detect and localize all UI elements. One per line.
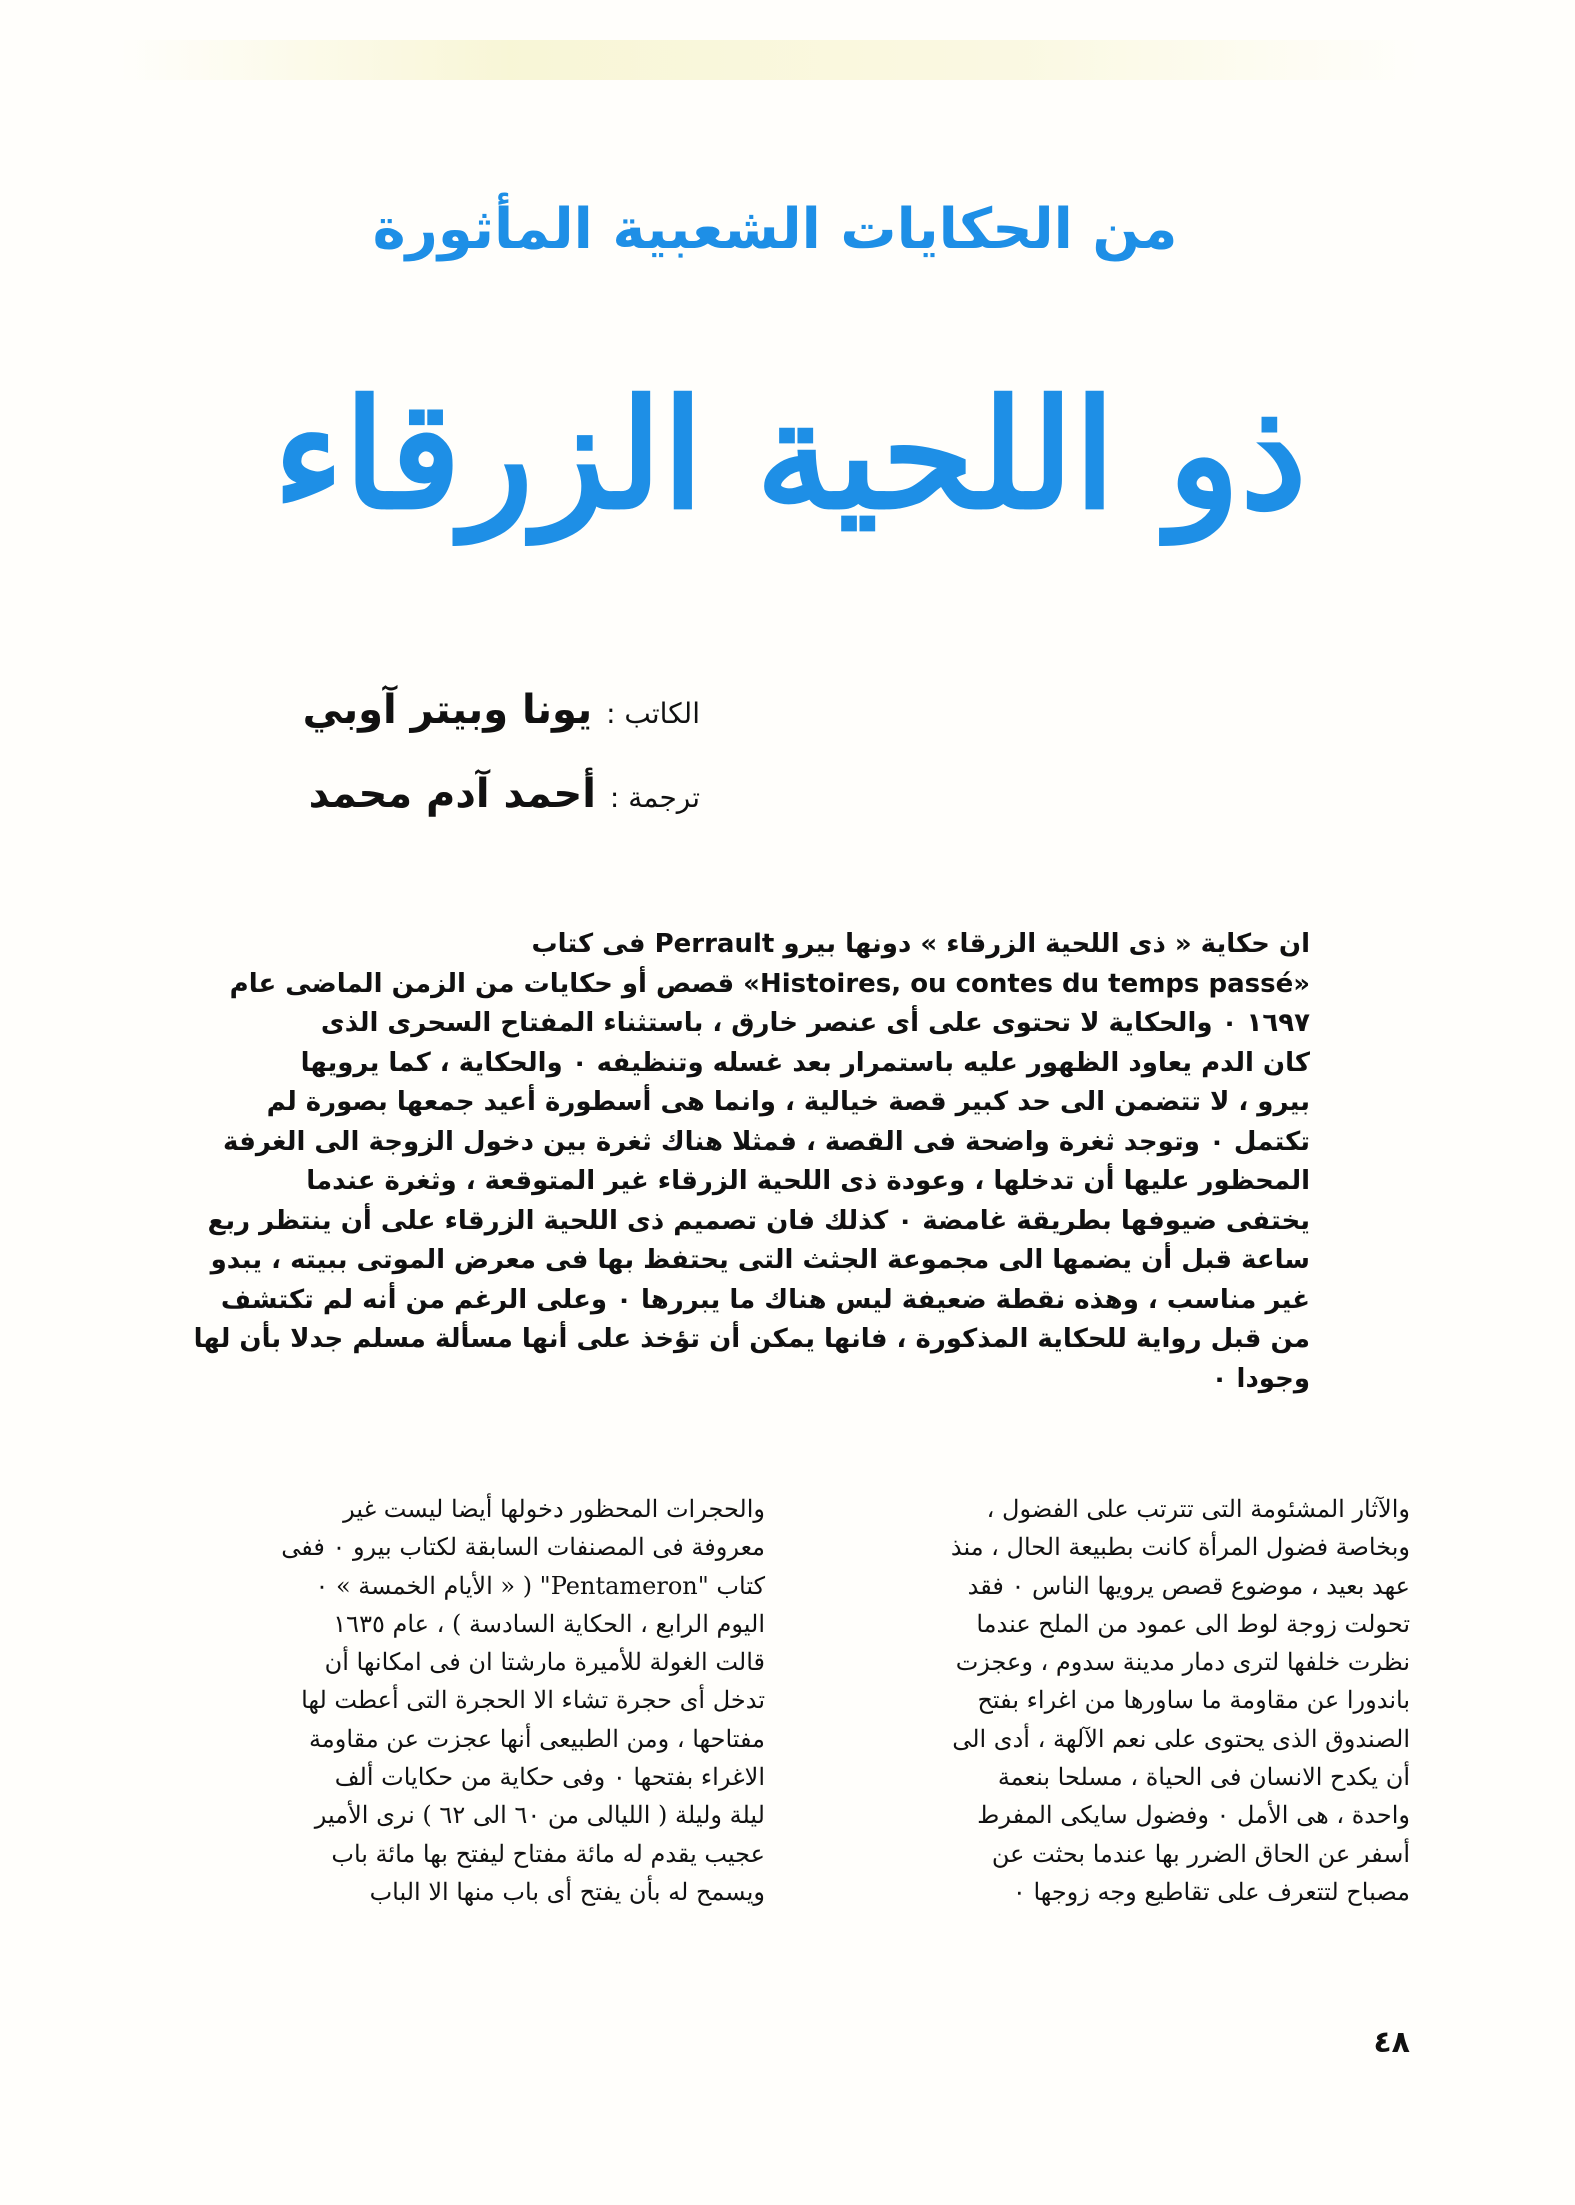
author-label: الكاتب : [606,697,700,730]
text-line: واحدة ، هى الأمل ٠ وفضول سايكى المفرط [977,1801,1410,1830]
intro-line: «Histoires, ou contes du temps passé» قصص أو حكايات من الزمن الماضى عام [229,968,1310,999]
translator-name: أحمد آدم محمد [308,771,596,817]
intro-line: ان حكاية « ذى اللحية الزرقاء » دونها بيرو Perrault فى كتاب [531,929,1310,959]
left-column-text [185,1490,765,1911]
text-line: اليوم الرابع ، الحكاية السادسة ) ، عام ١٦٣٥ [333,1609,765,1638]
intro-line: غير مناسب ، وهذه نقطة ضعيفة ليس هناك ما يبررها ٠ وعلى الرغم من أنه لم تكتشف [220,1284,1310,1315]
intro-line: تكتمل ٠ وتوجد ثغرة واضحة فى القصة ، فمثلا هناك ثغرة بين دخول الزوجة الى الغرفة [223,1126,1310,1157]
text-line: وبخاصة فضول المرأة كانت بطبيعة الحال ، منذ [950,1533,1410,1562]
intro-line: بيرو ، لا تتضمن الى حد كبير قصة خيالية ، وانما هى أسطورة أعيد جمعها بصورة لم [266,1087,1310,1117]
text-line: أسفر عن الحاق الضرر بها عندما بحثت عن [991,1839,1410,1868]
intro-line: يختفى ضيوفها بطريقة غامضة ٠ كذلك فان تصميم ذى اللحية الزرقاء على أن ينتظر ربع [207,1205,1310,1236]
text-line: باندورا عن مقاومة ما ساورها من اغراء بفتح [977,1686,1410,1715]
series-title: من الحكايات الشعبية المأثورة [372,197,1178,262]
text-line: عهد بعيد ، موضوع قصص يرويها الناس ٠ فقد [967,1571,1410,1600]
author-name: يونا وبيتر آوبي [302,687,593,733]
translator-label: ترجمة : [609,781,700,814]
intro-line: ١٦٩٧ ٠ والحكاية لا تحتوى على أى عنصر خارق ، باستثناء المفتاح السحرى الذى [320,1008,1310,1038]
text-line: نظرت خلفها لترى دمار مدينة سدوم ، وعجزت [955,1648,1410,1677]
text-line: ليلة وليلة ( الليالى من ٦٠ الى ٦٢ ) نرى الأمير [314,1801,765,1830]
intro-line: كان الدم يعاود الظهور عليه باستمرار بعد غسله وتنظيفه ٠ والحكاية ، كما يرويها [300,1047,1310,1078]
paper-stain [120,40,1420,80]
author-line [200,670,700,754]
page-number: ٤٨ [1373,2025,1410,2060]
intro-line: وجودا ٠ [1211,1363,1310,1394]
text-line: تدخل أى حجرة تشاء الا الحجرة التى أعطت لها [301,1686,765,1715]
text-line: تحولت زوجة لوط الى عمود من الملح عندما [976,1609,1410,1638]
intro-line: ساعة قبل أن يضمها الى مجموعة الجثث التى يحتفظ بها فى معرض الموتى ببيته ، يبدو [210,1245,1310,1275]
text-line: عجيب يقدم له مائة مفتاح ليفتح بها مائة باب [331,1839,765,1868]
intro-paragraph [193,925,1310,1399]
credits-block [200,670,700,838]
text-line: كتاب "Pentameron" ( « الأيام الخمسة » ٠ [315,1571,765,1600]
intro-line: من قبل رواية للحكاية المذكورة ، فانها يمكن أن تؤخذ على أنها مسألة مسلم جدلا بأن لها [193,1324,1310,1354]
intro-line: المحظور عليها أن تدخلها ، وعودة ذى اللحية الزرقاء غير المتوقعة ، وثغرة عندما [306,1166,1310,1196]
text-line: معروفة فى المصنفات السابقة لكتاب بيرو ٠ ففى [281,1533,765,1562]
text-line: الاغراء بفتحها ٠ وفى حكاية من حكايات ألف [334,1763,765,1792]
right-column-text [830,1490,1410,1911]
text-line: والآثار المشئومة التى تترتب على الفضول ، [986,1495,1410,1523]
text-line: ويسمح له بأن يفتح أى باب منها الا الباب [369,1877,765,1906]
text-line: مفتاحها ، ومن الطبيعى أنها عجزت عن مقاومة [309,1724,765,1753]
text-line: قالت الغولة للأميرة مارشتا ان فى امكانها أن [324,1648,765,1677]
text-line: أن يكدح الانسان فى الحياة ، مسلحا بنعمة [997,1763,1410,1792]
text-line: والحجرات المحظور دخولها أيضا ليست غير [343,1495,765,1523]
translator-line [200,754,700,838]
text-line: مصباح لتتعرف على تقاطيع وجه زوجها ٠ [1012,1877,1410,1906]
story-title: ذو اللحية الزرقاء [273,367,1307,543]
text-line: الصندوق الذى يحتوى على نعم الآلهة ، أدى الى [952,1724,1410,1753]
